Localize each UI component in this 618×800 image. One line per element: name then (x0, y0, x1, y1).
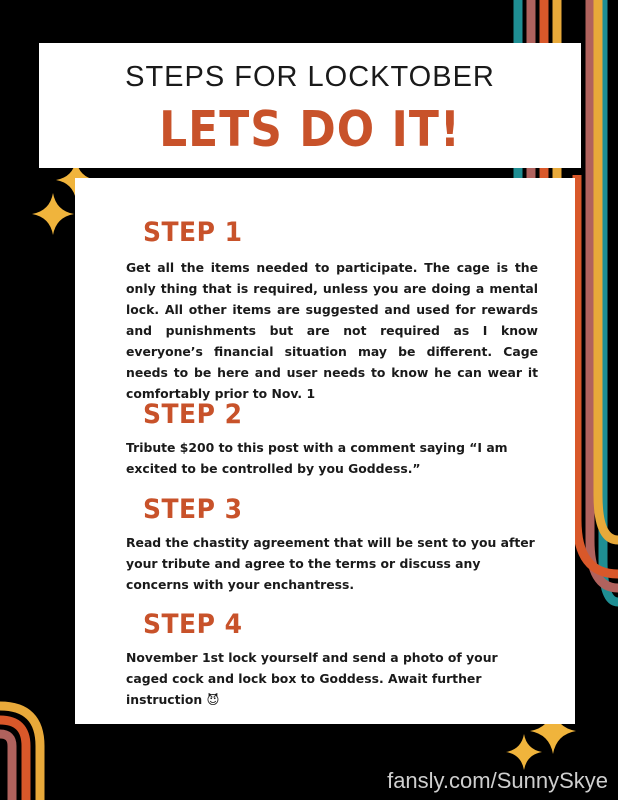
page-subtitle: LETS DO IT! (159, 101, 461, 159)
steps-card (75, 178, 575, 724)
step-2-body: Tribute $200 to this post with a comment saying “I am excited to be controlled by you Goddess.” (126, 440, 508, 476)
watermark: fansly.com/SunnySkye (387, 768, 608, 793)
step-2-title: STEP 2 (143, 398, 243, 430)
header-banner (39, 43, 581, 168)
sparkle-icon (506, 734, 542, 770)
page-title: STEPS FOR LOCKTOBER (125, 61, 495, 93)
step-4-body: November 1st lock yourself and send a photo of your caged cock and lock box to Goddess. Await further instruction 😈 (126, 650, 498, 707)
step-3-body: Read the chastity agreement that will be sent to you after your tribute and agree to the terms or discuss any concerns with your enchantress. (126, 535, 535, 592)
step-1-title: STEP 1 (143, 216, 243, 248)
step-4-title: STEP 4 (143, 608, 243, 640)
step-3-title: STEP 3 (143, 493, 243, 525)
sparkle-icon (32, 193, 74, 235)
step-1-body: Get all the items needed to participate. The cage is the only thing that is required, unless you are doing a mental lock. All other items are suggested and used for rewards and punishments but are not required as I know everyone’s financial situation may be different. Cage needs to be here and user needs to know he can wear it comfortably prior to Nov. 1 (126, 260, 538, 401)
